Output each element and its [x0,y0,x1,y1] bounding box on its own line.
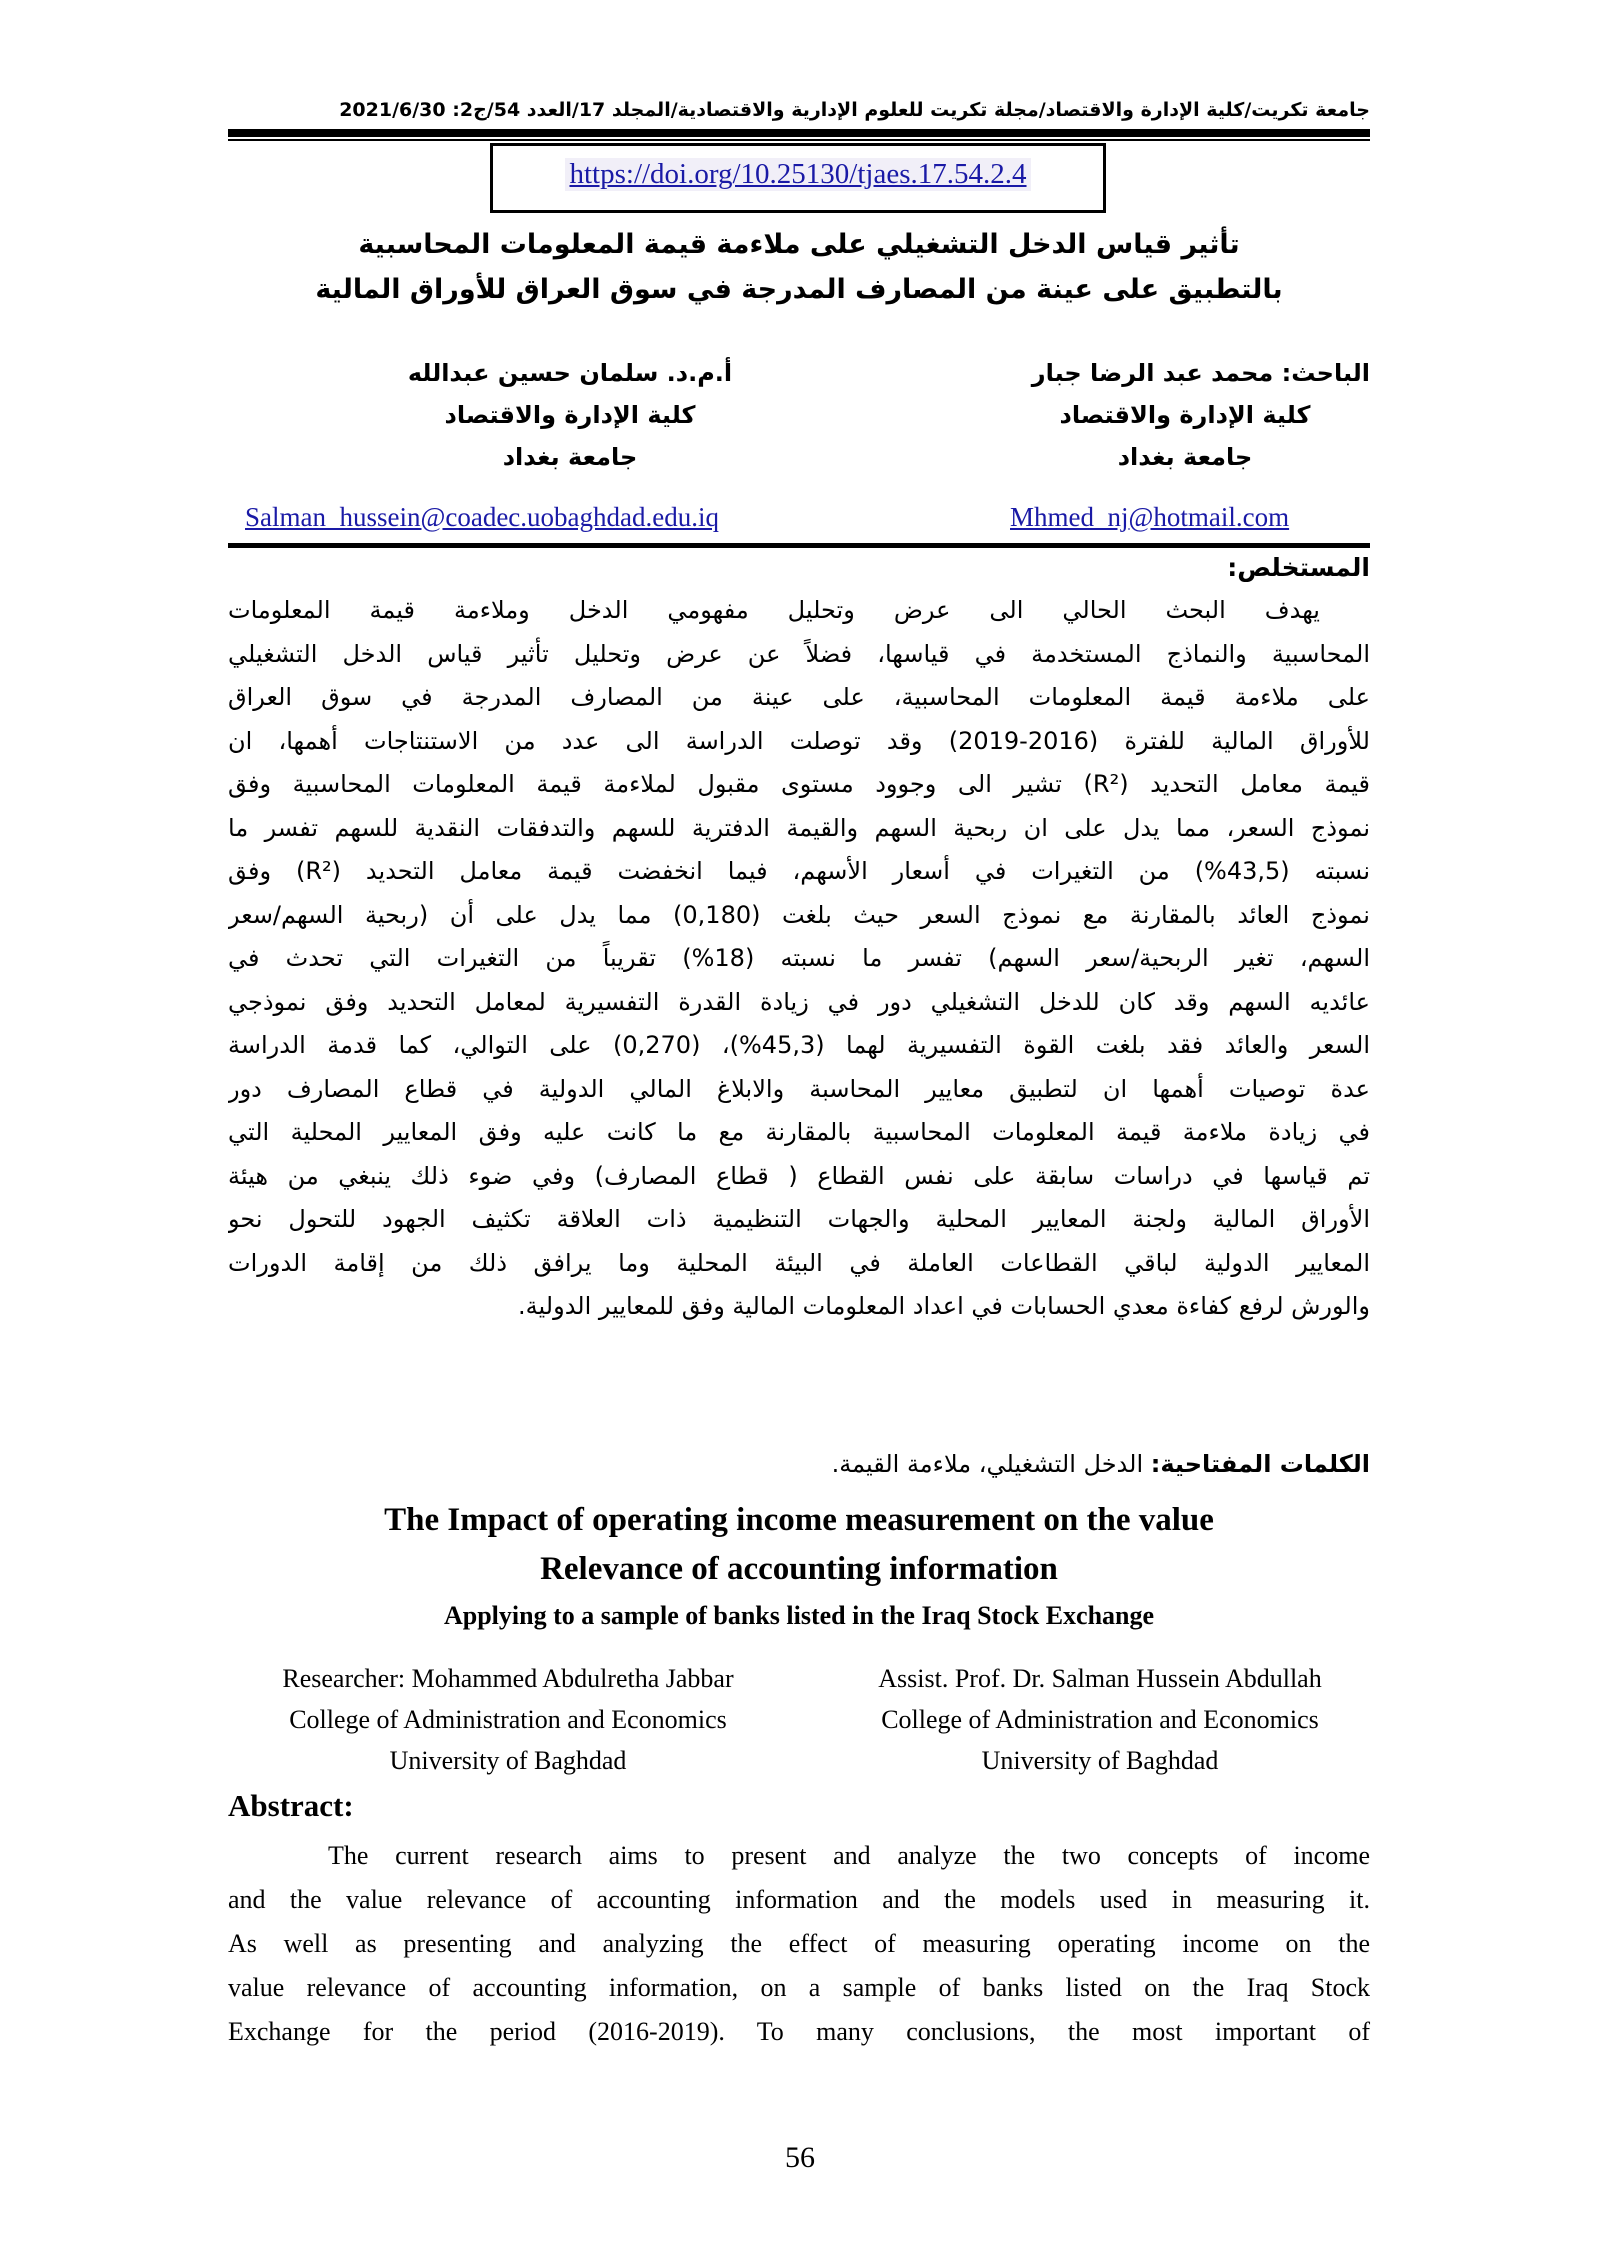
arabic-abstract-line: في زيادة ملاءمة قيمة المعلومات المحاسبية بالمقارنة مع ما كانت عليه وفق المعايير المحلية التي [228,1118,1370,1146]
arabic-abstract-line: عائديه السهم وقد كان للدخل التشغيلي دور في زيادة القدرة التفسيرية لمعامل التحديد وفق نموذجي [228,987,1370,1016]
arabic-abstract-line: يهدف البحث الحالي الى عرض وتحليل مفهومي الدخل وملاءمة قيمة المعلومات [228,596,1320,624]
english-abstract-body [228,1834,1370,2054]
arabic-keywords [228,1446,1370,1482]
english-author-1-college: College of Administration and Economics [289,1705,727,1734]
author-2-email-link[interactable]: Salman_hussein@coadec.uobaghdad.edu.iq [245,502,719,532]
english-author-2-college: College of Administration and Economics [881,1705,1319,1734]
arabic-abstract-line: نسبته (43,5%) من التغيرات في أسعار الأسهم، فيما انخفضت قيمة معامل التحديد (R²) وفق [228,857,1370,885]
doi-box [490,143,1106,213]
arabic-title-line-2: بالتطبيق على عينة من المصارف المدرجة في سوق العراق للأوراق المالية [315,274,1283,305]
arabic-title-line-1: تأثير قياس الدخل التشغيلي على ملاءمة قيمة المعلومات المحاسبية [358,229,1240,260]
english-abstract-line: value relevance of accounting information, on a sample of banks listed on the Iraq Stock [228,1973,1370,2002]
arabic-keywords-label: الكلمات المفتاحية: [1150,1450,1370,1478]
english-author-2 [820,1658,1380,1781]
arabic-abstract-line: على ملاءمة قيمة المعلومات المحاسبية، على عينة من المصارف المدرجة في سوق العراق [228,683,1370,711]
arabic-abstract-line: السهم، تغير الربحية/سعر السهم) تفسر ما نسبته (18%) تقريباً من التغيرات التي تحدث في [228,944,1370,972]
arabic-author-2-university: جامعة بغداد [502,443,638,471]
arabic-abstract-line: المحاسبية والنماذج المستخدمة في قياسها، فضلاً عن عرض وتحليل تأثير قياس الدخل التشغيلي [228,639,1370,668]
arabic-author-1-college: كلية الإدارة والاقتصاد [1059,401,1311,429]
arabic-keywords-value: الدخل التشغيلي، ملاءمة القيمة. [831,1450,1144,1478]
journal-header: جامعة تكريت/كلية الإدارة والاقتصاد/مجلة تكريت للعلوم الإدارية والاقتصادية/المجلد 17/العدد 54/ج2: 2021/6/30 [339,99,1370,121]
arabic-abstract-line: الأوراق المالية ولجنة المعايير المحلية والجهات التنظيمية ذات العلاقة تكثيف الجهود للتحول نحو [228,1205,1370,1233]
english-author-1-name: Researcher: Mohammed Abdulretha Jabbar [282,1664,734,1693]
english-author-1-university: University of Baghdad [389,1746,627,1775]
english-subtitle: Applying to a sample of banks listed in the Iraq Stock Exchange [443,1601,1155,1630]
english-author-2-university: University of Baghdad [981,1746,1219,1775]
arabic-abstract-line: المعايير الدولية لباقي القطاعات العاملة في البيئة المحلية وما يرافق ذلك من إقامة الدورات [228,1248,1370,1277]
arabic-author-1 [1000,352,1370,478]
english-abstract-line: The current research aims to present and analyze the two concepts of income [328,1841,1370,1870]
arabic-abstract-heading: المستخلص: [1227,553,1370,582]
english-abstract-line: and the value relevance of accounting information and the models used in measuring it. [228,1885,1370,1914]
english-author-1 [228,1658,788,1781]
author-1-email-link[interactable]: Mhmed_nj@hotmail.com [1010,502,1290,532]
section-divider [228,543,1370,548]
doi-link[interactable]: https://doi.org/10.25130/tjaes.17.54.2.4 [565,158,1030,191]
header-rule-thick [228,129,1370,137]
arabic-abstract-body [228,589,1370,1329]
header-rule-thin [228,139,1370,141]
page-number: 56 [785,2141,815,2174]
arabic-author-2-name: أ.م.د. سلمان حسين عبدالله [407,359,733,387]
arabic-abstract-line: نموذج العائد بالمقارنة مع نموذج السعر حيث بلغت (0,180) مما يدل على أن (ربحية السهم/سعر [228,900,1370,929]
arabic-abstract-line: نموذج السعر، مما يدل على ان ربحية السهم والقيمة الدفترية للسهم والتدفقات النقدية للسهم تفسر ما [228,813,1370,842]
english-title-line-1: The Impact of operating income measurement on the value [384,1502,1214,1538]
english-abstract-heading: Abstract: [228,1788,354,1823]
arabic-abstract-line: للأوراق المالية للفترة (2016-2019) وقد توصلت الدراسة الى عدد من الاستنتاجات أهمها، ان [228,726,1370,755]
english-author-2-name: Assist. Prof. Dr. Salman Hussein Abdullah [878,1664,1322,1693]
english-abstract-line: Exchange for the period (2016-2019). To many conclusions, the most important of [228,2017,1370,2046]
arabic-abstract-line: عدة توصيات أهمها ان لتطبيق معايير المحاسبة والابلاغ المالي الدولية في قطاع المصارف دور [228,1074,1370,1103]
arabic-abstract-line: تم قياسها في دراسات سابقة على نفس القطاع ( قطاع المصارف) وفي ضوء ذلك ينبغي من هيئة [228,1161,1370,1190]
arabic-abstract-line: السعر والعائد فقد بلغت القوة التفسيرية لهما (45,3%)، (0,270) على التوالي، كما قدمة الدراسة [228,1031,1370,1059]
english-abstract-line: As well as presenting and analyzing the effect of measuring operating income on the [228,1929,1370,1958]
arabic-abstract-line: قيمة معامل التحديد (R²) تشير الى وجوود مستوى مقبول لملاءمة قيمة المعلومات المحاسبية وفق [228,770,1370,798]
english-title-line-2: Relevance of accounting information [540,1551,1058,1587]
arabic-abstract-line: والورش لرفع كفاءة معدي الحسابات في اعداد المعلومات المالية وفق للمعايير الدولية. [518,1292,1370,1320]
arabic-author-1-name: الباحث: محمد عبد الرضا جبار [1031,359,1370,387]
arabic-author-2 [340,352,800,478]
arabic-author-1-university: جامعة بغداد [1117,443,1253,471]
arabic-author-2-college: كلية الإدارة والاقتصاد [444,401,696,429]
